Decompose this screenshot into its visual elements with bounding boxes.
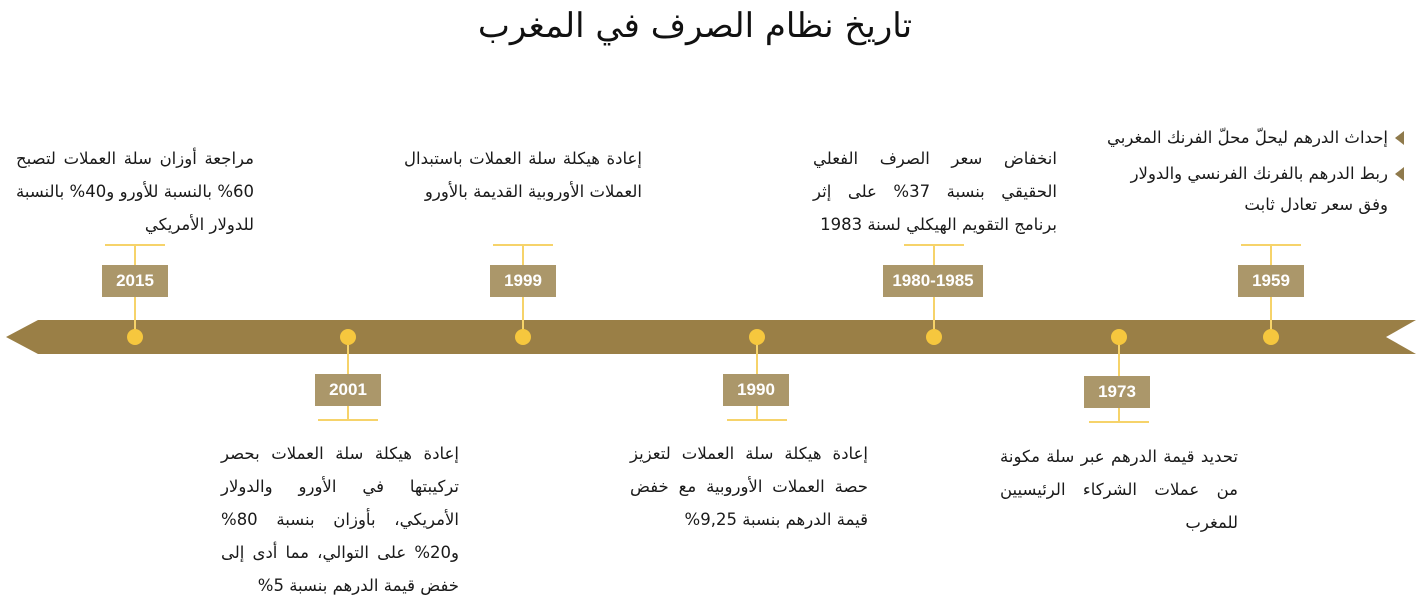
- timeline-dot-1980-1985: [926, 329, 942, 345]
- event-1959-text-1: إحداث الدرهم ليحلّ محلّ الفرنك المغربي: [1107, 128, 1388, 147]
- timeline-dot-2001: [340, 329, 356, 345]
- year-box-1959: 1959: [1238, 265, 1304, 297]
- timeline-dot-1990: [749, 329, 765, 345]
- year-box-1990: 1990: [723, 374, 789, 406]
- year-box-1973: 1973: [1084, 376, 1150, 408]
- event-1959-bullet: [1104, 158, 1404, 220]
- event-2015-text: مراجعة أوزان سلة العملات لتصبح 60% بالنسبة للأورو و40% بالنسبة للدولار الأمريكي: [16, 149, 255, 234]
- event-1990-text: إعادة هيكلة سلة العملات لتعزيز حصة العملات الأوروبية مع خفض قيمة الدرهم بنسبة 9,25%: [630, 444, 868, 529]
- timeline-dot-1999: [515, 329, 531, 345]
- year-box-2015: 2015: [102, 265, 168, 297]
- triangle-bullet-icon: [1395, 167, 1404, 181]
- event-1959-bullet: [1104, 122, 1404, 153]
- triangle-bullet-icon: [1395, 131, 1404, 145]
- year-box-2001: 2001: [315, 374, 381, 406]
- event-2001-text: إعادة هيكلة سلة العملات بحصر تركيبتها في الأورو والدولار الأمريكي، بأوزان بنسبة 80% و20% على التوالي، مما أدى إلى خفض قيمة الدرهم بنسبة 5%: [221, 444, 459, 595]
- timeline-dot-2015: [127, 329, 143, 345]
- timeline-dot-1959: [1263, 329, 1279, 345]
- timeline-dot-1973: [1111, 329, 1127, 345]
- event-1959-text-2: ربط الدرهم بالفرنك الفرنسي والدولار وفق سعر تعادل ثابت: [1130, 164, 1388, 214]
- event-1980-1985-text: انخفاض سعر الصرف الفعلي الحقيقي بنسبة 37% على إثر برنامج التقويم الهيكلي لسنة 1983: [813, 149, 1057, 234]
- year-box-1999: 1999: [490, 265, 556, 297]
- year-box-1980-1985: 1980-1985: [883, 265, 983, 297]
- timeline-band: [6, 320, 1416, 354]
- event-1999-text: إعادة هيكلة سلة العملات باستبدال العملات الأوروبية القديمة بالأورو: [404, 149, 642, 201]
- page-title: تاريخ نظام الصرف في المغرب: [477, 6, 913, 46]
- event-1973-text: تحديد قيمة الدرهم عبر سلة مكونة من عملات الشركاء الرئيسيين للمغرب: [1000, 447, 1238, 532]
- event-1959: [1104, 122, 1404, 225]
